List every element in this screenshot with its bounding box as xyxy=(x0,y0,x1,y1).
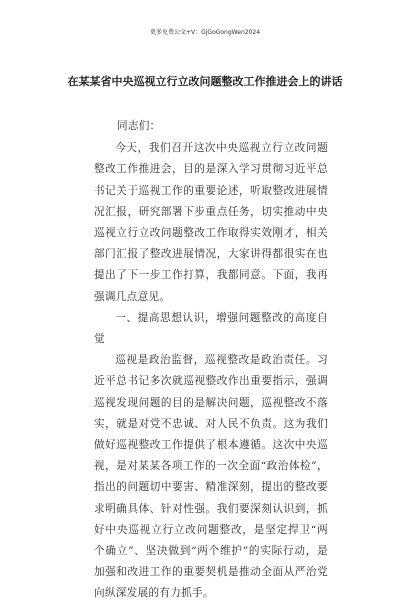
paragraph-body: 巡视是政治监督，巡视整改是政治责任。习近平总书记多次就巡视整改作出重要指示，强调巡视发现问题的目的是解决问题，巡视整改不落实，就是对党不忠诚、对人民不负责。这为我们做好巡视整改工作提供了根本遵循。这次中央巡视，是对某某各项工作的一次全面“政治体检”，指出的问题切中要害、精准深刻，提出的整改要求明确具体、针对性强。我们要深刻认识到，抓好中央巡视立行立改问题整改，是坚定捍卫“两个确立”、坚决做到“两个维护”的实际行动，是加强和改进工作的重要契机是推动全面从严治党向纵深发展的有力抓手。 xyxy=(94,354,328,600)
document-body xyxy=(94,116,328,605)
header-note: 更多免费公文+V：GjGoGongWen2024 xyxy=(149,29,261,36)
salutation: 同志们： xyxy=(117,120,161,132)
document-title: 在某某省中央巡视立行立改问题整改工作推进会上的讲话 xyxy=(67,75,343,88)
section-heading: 一、提高思想认识，增强问题整改的高度自觉 xyxy=(94,311,328,346)
paragraph-intro: 今天，我们召开这次中央巡视立行立改问题整改工作推进会，目的是深入学习贯彻习近平总书记关于巡视工作的重要论述，听取整改进展情况汇报，研究部署下步重点任务，切实推动中央巡视立行立改问题整改工作取得实效刚才，相关部门汇报了整改进展情况，大家讲得都很实在也提出了下一步工作打算，我都同意。下面，我再强调几点意见。 xyxy=(94,142,328,303)
